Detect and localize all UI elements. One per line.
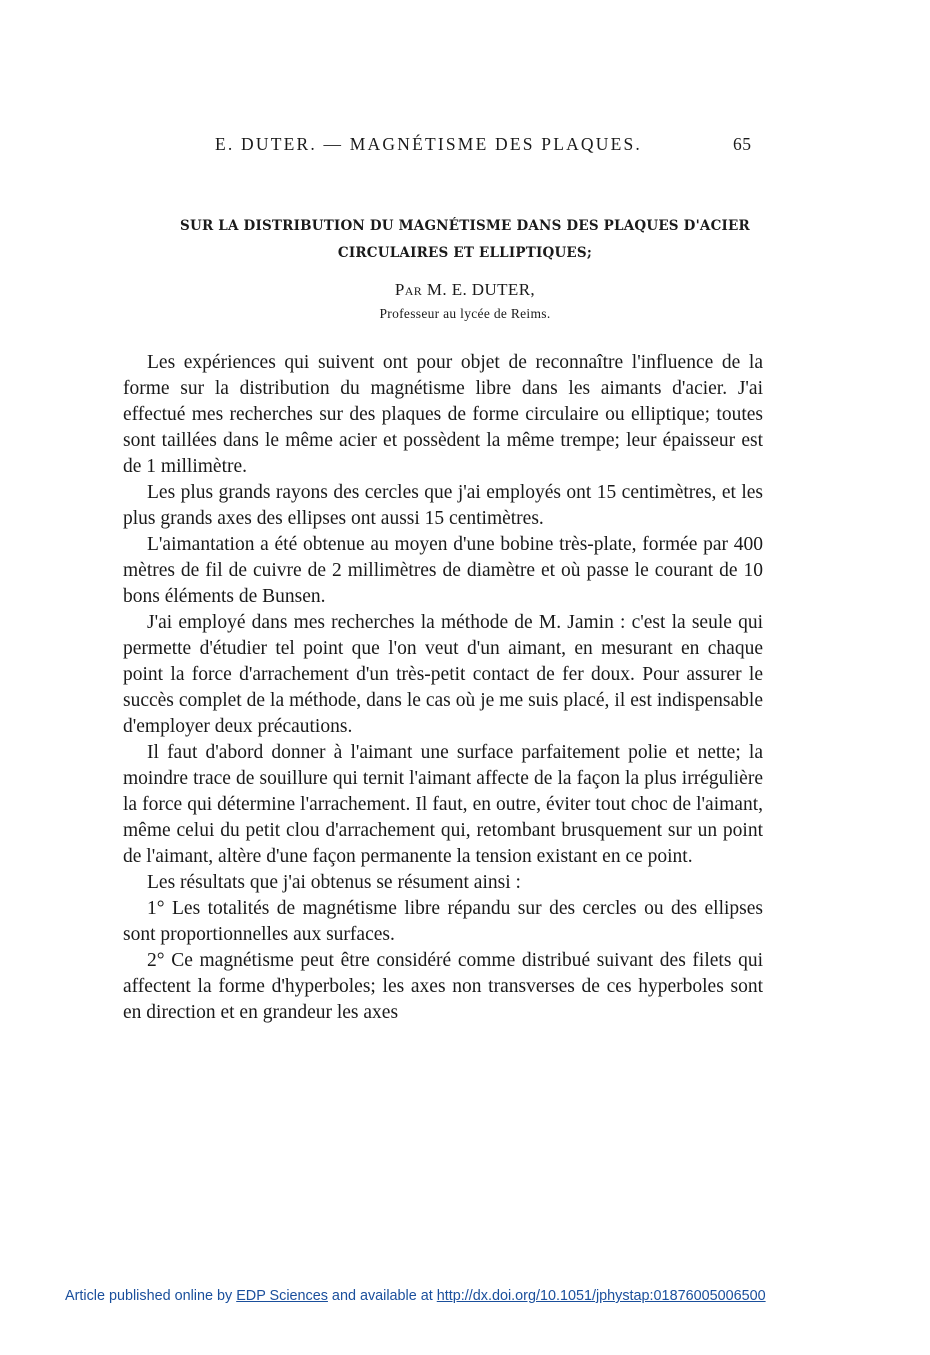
publisher-link[interactable]: EDP Sciences [236, 1288, 328, 1304]
paragraph: Les expériences qui suivent ont pour objet de reconnaître l'influence de la forme sur la distribution du magnétisme libre dans les aimants d'acier. J'ai effectué mes recherches sur des plaques de forme circulaire ou elliptique; toutes sont taillées dans le même acier et possèdent la même trempe; leur épaisseur est de 1 millimètre. [123, 352, 763, 477]
running-title: E. DUTER. — MAGNÉTISME DES PLAQUES. [215, 134, 642, 154]
running-header [0, 134, 930, 158]
author-prefix: Par [394, 280, 423, 299]
paragraph: 1° Les totalités de magnétisme libre répandu sur des cercles ou des ellipses sont proportionnelles aux surfaces. [123, 898, 763, 945]
paragraph: Les résultats que j'ai obtenus se résument ainsi : [147, 872, 521, 893]
author-line [0, 280, 930, 300]
title-line-1: SUR LA DISTRIBUTION DU MAGNÉTISME DANS DES PLAQUES D'ACIER [180, 218, 750, 234]
paragraph: Les plus grands rayons des cercles que j'ai employés ont 15 centimètres, et les plus grands axes des ellipses ont aussi 15 centimètres. [123, 482, 763, 529]
author-affiliation: Professeur au lycée de Reims. [379, 306, 551, 321]
doi-link[interactable]: http://dx.doi.org/10.1051/jphystap:01876005006500 [436, 1288, 766, 1304]
article-title [100, 213, 830, 267]
title-line-2: CIRCULAIRES ET ELLIPTIQUES; [337, 245, 593, 261]
paragraph: Il faut d'abord donner à l'aimant une surface parfaitement polie et nette; la moindre trace de souillure qui ternit l'aimant affecte de la façon la plus irrégulière la force qui détermine l'arrachement. Il faut, en outre, éviter tout choc de l'aimant, même celui du petit clou d'arrachement qui, retombant brusquement sur un point de l'aimant, altère d'une façon permanente la tension existant en ce point. [123, 742, 763, 867]
footer-prefix: Article published online by [65, 1288, 237, 1304]
paragraph: L'aimantation a été obtenue au moyen d'une bobine très-plate, formée par 400 mètres de fil de cuivre de 2 millimètres de diamètre et où passe le courant de 10 bons éléments de Bunsen. [123, 534, 763, 607]
footer-middle: and available at [327, 1288, 437, 1304]
paragraph: 2° Ce magnétisme peut être considéré comme distribué suivant des filets qui affectent la forme d'hyperboles; les axes non transverses de ces hyperboles sont en direction et en grandeur les axes [123, 950, 763, 1023]
page-number: 65 [733, 134, 752, 154]
article-body [123, 350, 763, 1026]
paragraph: J'ai employé dans mes recherches la méthode de M. Jamin : c'est la seule qui permette d'étudier tel point que l'on veut d'un aimant, en mesurant en chaque point la force d'arrachement d'un très-petit contact de fer doux. Pour assurer le succès complet de la méthode, dans le cas où je me suis placé, il est indispensable d'employer deux précautions. [123, 612, 763, 737]
author-name: M. E. DUTER, [426, 280, 536, 299]
publication-footer [65, 1288, 915, 1304]
